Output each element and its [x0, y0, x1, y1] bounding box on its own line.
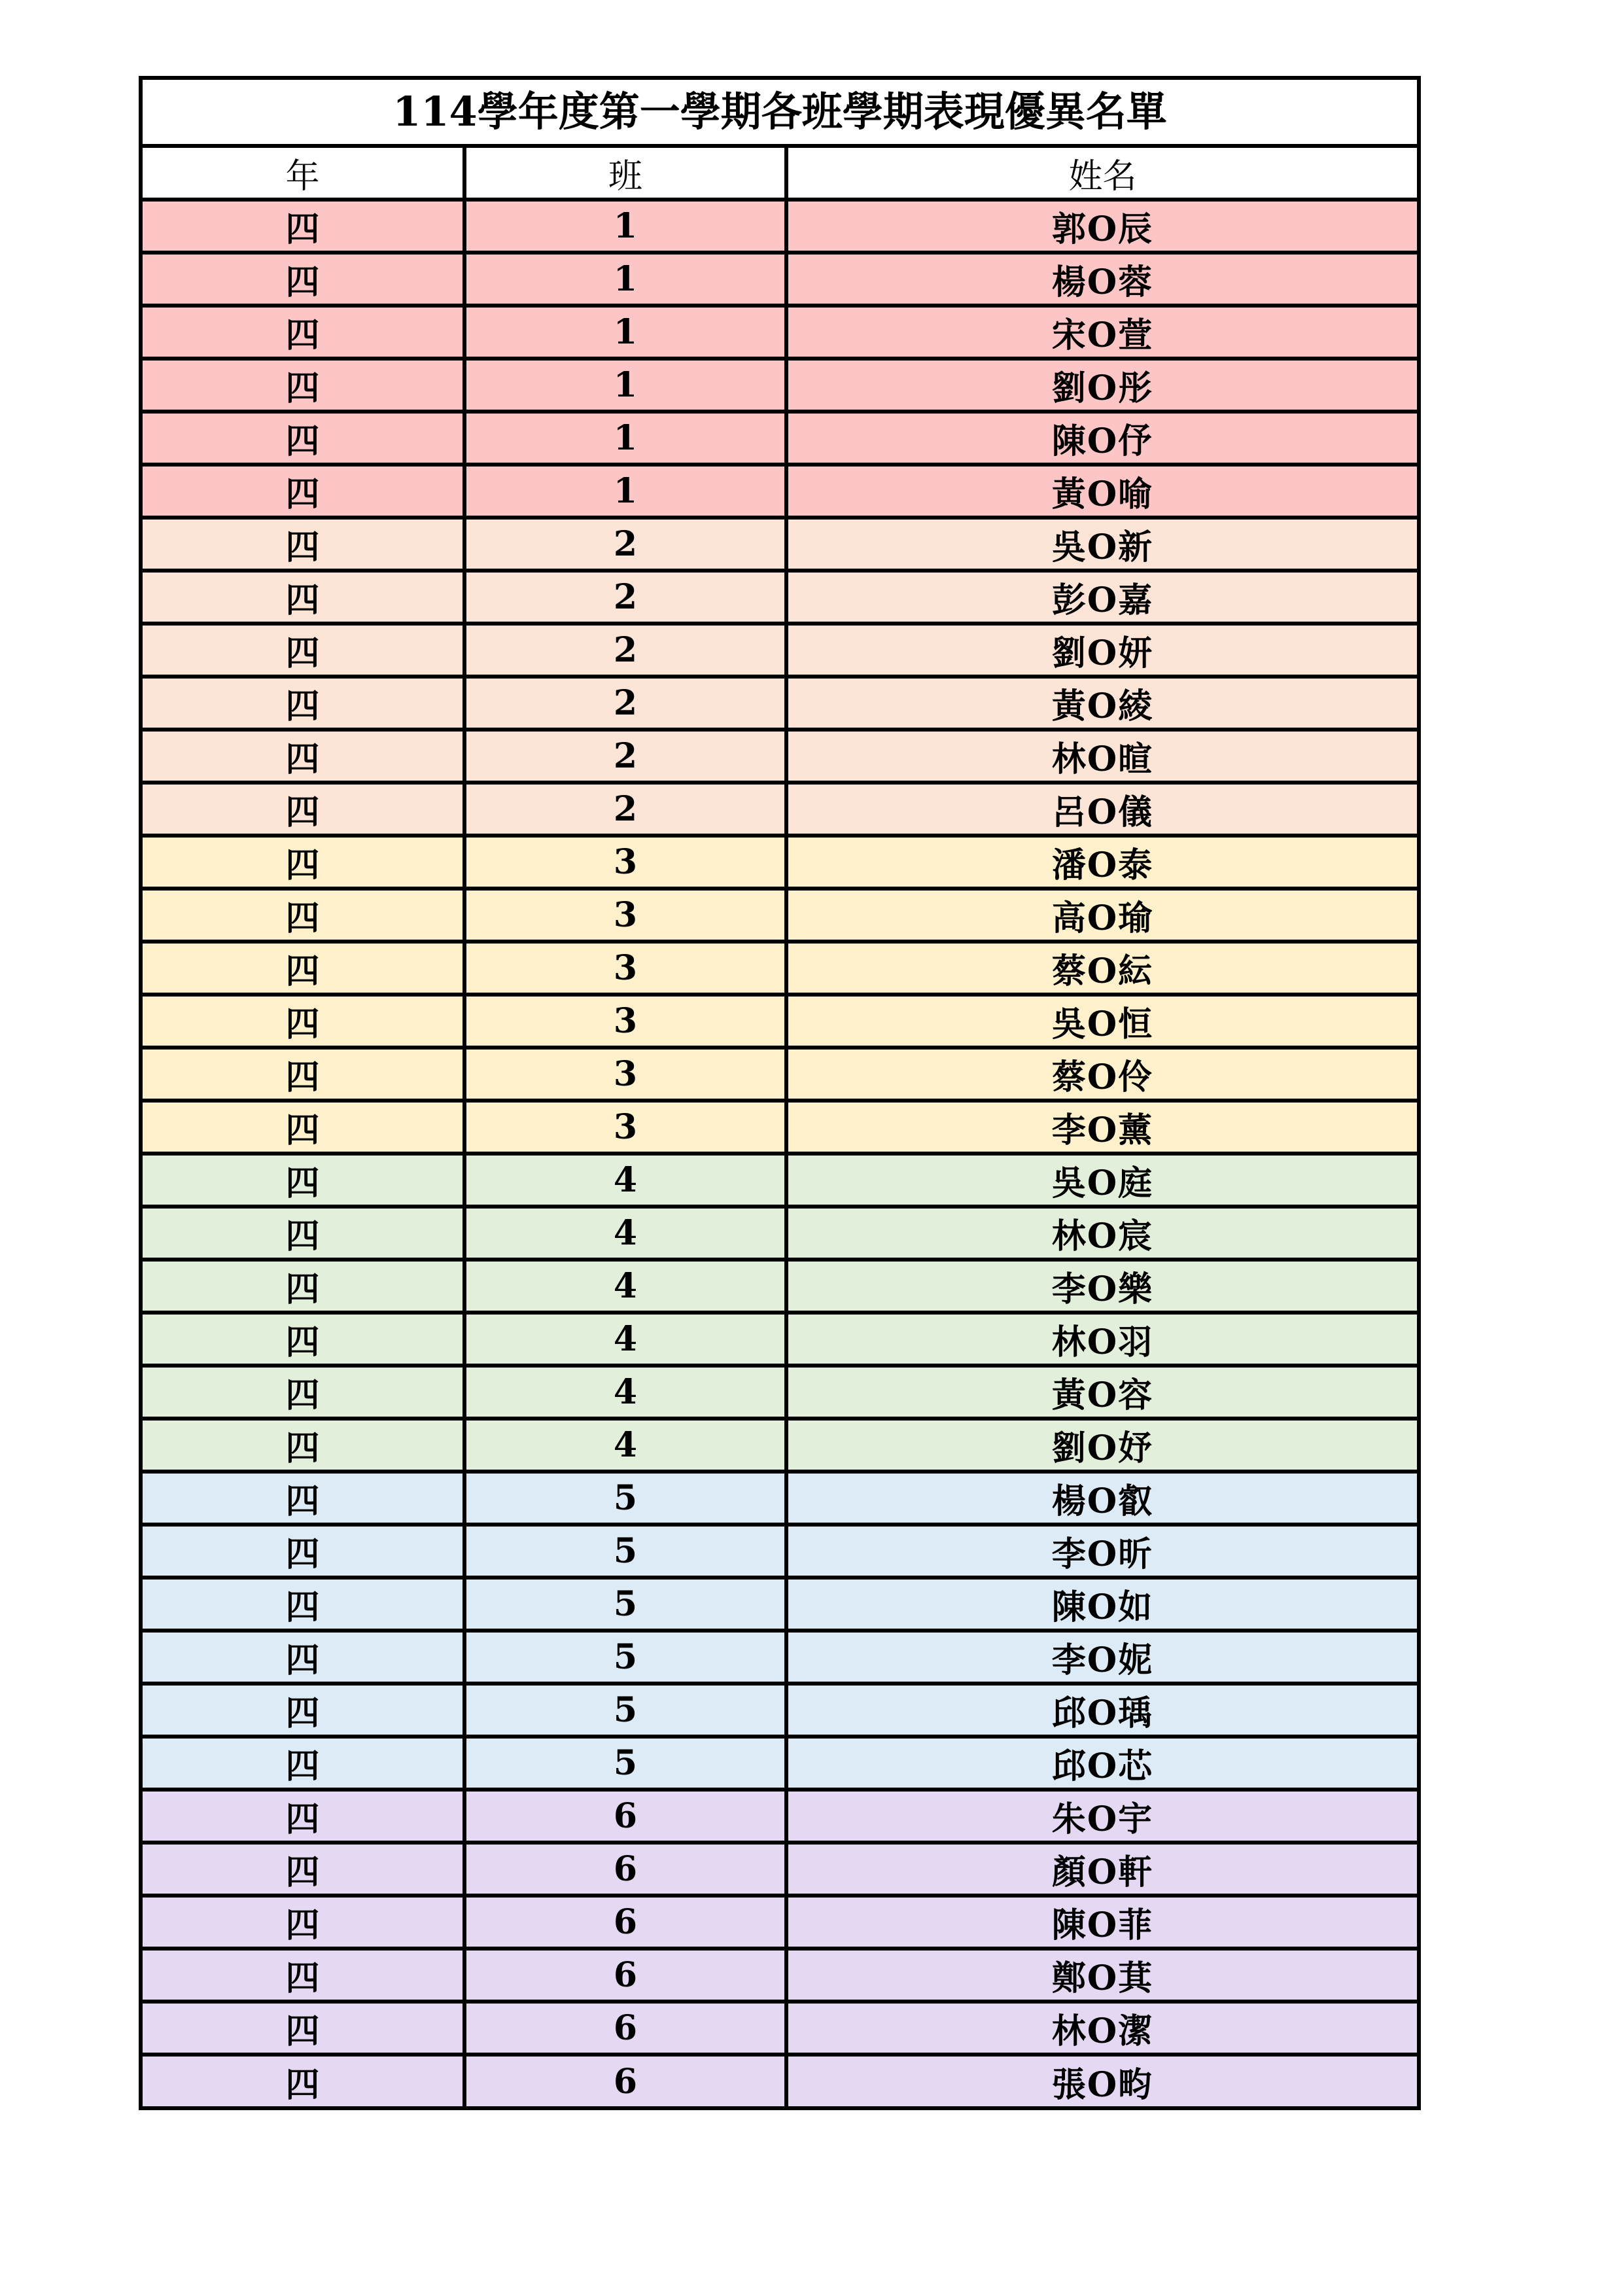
class-cell: 4: [464, 1419, 786, 1472]
table-row: [143, 253, 1417, 306]
name-cell: 陳O如: [786, 1578, 1417, 1631]
class-cell: 6: [464, 2055, 786, 2106]
class-cell: 3: [464, 995, 786, 1048]
name-cell: 郭O辰: [786, 200, 1417, 253]
table-row: [143, 412, 1417, 465]
table-row: [143, 995, 1417, 1048]
class-cell: 6: [464, 1949, 786, 2002]
name-cell: 林O宸: [786, 1207, 1417, 1260]
grade-cell: 四: [143, 1737, 464, 1790]
table-row: [143, 306, 1417, 359]
name-cell: 蔡O伶: [786, 1048, 1417, 1101]
class-cell: 3: [464, 1048, 786, 1101]
name-cell: 陳O菲: [786, 1896, 1417, 1949]
grade-cell: 四: [143, 2002, 464, 2055]
grade-cell: 四: [143, 465, 464, 518]
table-row: [143, 1737, 1417, 1790]
table-row: [143, 1896, 1417, 1949]
class-cell: 5: [464, 1684, 786, 1737]
name-cell: 吳O新: [786, 518, 1417, 571]
name-cell: 彭O嘉: [786, 571, 1417, 624]
grade-cell: 四: [143, 571, 464, 624]
name-cell: 林O暄: [786, 730, 1417, 783]
grade-cell: 四: [143, 1631, 464, 1684]
table-body: [143, 200, 1417, 2106]
name-cell: 朱O宇: [786, 1790, 1417, 1843]
name-cell: 楊O叡: [786, 1472, 1417, 1525]
name-cell: 顏O軒: [786, 1843, 1417, 1896]
name-cell: 鄭O萁: [786, 1949, 1417, 2002]
class-cell: 4: [464, 1366, 786, 1419]
grade-cell: 四: [143, 730, 464, 783]
grade-cell: 四: [143, 518, 464, 571]
class-cell: 6: [464, 1790, 786, 1843]
class-cell: 6: [464, 2002, 786, 2055]
class-cell: 3: [464, 889, 786, 942]
name-cell: 宋O萱: [786, 306, 1417, 359]
class-cell: 2: [464, 730, 786, 783]
grade-cell: 四: [143, 836, 464, 889]
table-row: [143, 1631, 1417, 1684]
name-cell: 吳O恒: [786, 995, 1417, 1048]
class-cell: 3: [464, 942, 786, 995]
header-grade: 年: [143, 148, 464, 200]
class-cell: 2: [464, 518, 786, 571]
table-row: [143, 1366, 1417, 1419]
class-cell: 5: [464, 1631, 786, 1684]
table-row: [143, 1790, 1417, 1843]
grade-cell: 四: [143, 200, 464, 253]
table-row: [143, 1154, 1417, 1207]
class-cell: 3: [464, 1101, 786, 1154]
class-cell: 5: [464, 1737, 786, 1790]
table-row: [143, 200, 1417, 253]
table-row: [143, 730, 1417, 783]
class-cell: 6: [464, 1896, 786, 1949]
name-cell: 吳O庭: [786, 1154, 1417, 1207]
grade-cell: 四: [143, 1843, 464, 1896]
class-cell: 2: [464, 571, 786, 624]
table-row: [143, 1949, 1417, 2002]
name-cell: 劉O妍: [786, 624, 1417, 677]
grade-cell: 四: [143, 1101, 464, 1154]
class-cell: 6: [464, 1843, 786, 1896]
table-row: [143, 624, 1417, 677]
grade-cell: 四: [143, 1472, 464, 1525]
grade-cell: 四: [143, 412, 464, 465]
table-row: [143, 2055, 1417, 2106]
grade-cell: 四: [143, 1578, 464, 1631]
grade-cell: 四: [143, 2055, 464, 2106]
grade-cell: 四: [143, 942, 464, 995]
class-cell: 5: [464, 1525, 786, 1578]
name-cell: 李O妮: [786, 1631, 1417, 1684]
header-class: 班: [464, 148, 786, 200]
name-cell: 黃O喻: [786, 465, 1417, 518]
grade-cell: 四: [143, 1048, 464, 1101]
name-cell: 李O薰: [786, 1101, 1417, 1154]
name-cell: 邱O芯: [786, 1737, 1417, 1790]
grade-cell: 四: [143, 1419, 464, 1472]
name-cell: 陳O伃: [786, 412, 1417, 465]
table-row: [143, 942, 1417, 995]
name-cell: 楊O蓉: [786, 253, 1417, 306]
class-cell: 2: [464, 783, 786, 836]
class-cell: 5: [464, 1472, 786, 1525]
grade-cell: 四: [143, 1790, 464, 1843]
grade-cell: 四: [143, 1207, 464, 1260]
grade-cell: 四: [143, 783, 464, 836]
name-cell: 黃O綾: [786, 677, 1417, 730]
grade-cell: 四: [143, 995, 464, 1048]
table-row: [143, 836, 1417, 889]
table-row: [143, 518, 1417, 571]
class-cell: 1: [464, 465, 786, 518]
class-cell: 2: [464, 677, 786, 730]
table-row: [143, 1048, 1417, 1101]
grade-cell: 四: [143, 677, 464, 730]
name-cell: 蔡O紜: [786, 942, 1417, 995]
name-cell: 黃O容: [786, 1366, 1417, 1419]
class-cell: 4: [464, 1260, 786, 1313]
grade-cell: 四: [143, 1260, 464, 1313]
table-row: [143, 2002, 1417, 2055]
table-row: [143, 571, 1417, 624]
name-cell: 劉O妤: [786, 1419, 1417, 1472]
name-cell: 李O昕: [786, 1525, 1417, 1578]
class-cell: 2: [464, 624, 786, 677]
class-cell: 1: [464, 412, 786, 465]
table-row: [143, 1578, 1417, 1631]
grade-cell: 四: [143, 359, 464, 412]
table-row: [143, 677, 1417, 730]
table-row: [143, 465, 1417, 518]
table-row: [143, 783, 1417, 836]
table-row: [143, 1419, 1417, 1472]
grade-cell: 四: [143, 1949, 464, 2002]
table-row: [143, 1101, 1417, 1154]
grade-cell: 四: [143, 1684, 464, 1737]
name-cell: 李O樂: [786, 1260, 1417, 1313]
class-cell: 1: [464, 200, 786, 253]
grade-cell: 四: [143, 1313, 464, 1366]
grade-cell: 四: [143, 1896, 464, 1949]
class-cell: 4: [464, 1154, 786, 1207]
document-title: 114學年度第一學期各班學期表現優異名單: [143, 80, 1417, 148]
class-cell: 4: [464, 1313, 786, 1366]
header-name: 姓名: [786, 148, 1417, 200]
table-row: [143, 889, 1417, 942]
grade-cell: 四: [143, 253, 464, 306]
grade-cell: 四: [143, 889, 464, 942]
class-cell: 1: [464, 306, 786, 359]
table-row: [143, 1843, 1417, 1896]
grade-cell: 四: [143, 1366, 464, 1419]
name-cell: 劉O彤: [786, 359, 1417, 412]
table-row: [143, 1313, 1417, 1366]
table-row: [143, 1260, 1417, 1313]
name-cell: 林O潔: [786, 2002, 1417, 2055]
honor-roll-sheet: [139, 76, 1421, 2110]
grade-cell: 四: [143, 1525, 464, 1578]
table-row: [143, 1207, 1417, 1260]
class-cell: 5: [464, 1578, 786, 1631]
name-cell: 林O羽: [786, 1313, 1417, 1366]
name-cell: 邱O瑀: [786, 1684, 1417, 1737]
table-row: [143, 1472, 1417, 1525]
class-cell: 1: [464, 253, 786, 306]
name-cell: 潘O泰: [786, 836, 1417, 889]
honor-roll-table: [143, 148, 1417, 2106]
name-cell: 呂O儀: [786, 783, 1417, 836]
table-row: [143, 1525, 1417, 1578]
name-cell: 高O瑜: [786, 889, 1417, 942]
class-cell: 1: [464, 359, 786, 412]
table-row: [143, 359, 1417, 412]
name-cell: 張O畇: [786, 2055, 1417, 2106]
class-cell: 4: [464, 1207, 786, 1260]
class-cell: 3: [464, 836, 786, 889]
grade-cell: 四: [143, 624, 464, 677]
grade-cell: 四: [143, 306, 464, 359]
header-row: [143, 148, 1417, 200]
grade-cell: 四: [143, 1154, 464, 1207]
table-row: [143, 1684, 1417, 1737]
